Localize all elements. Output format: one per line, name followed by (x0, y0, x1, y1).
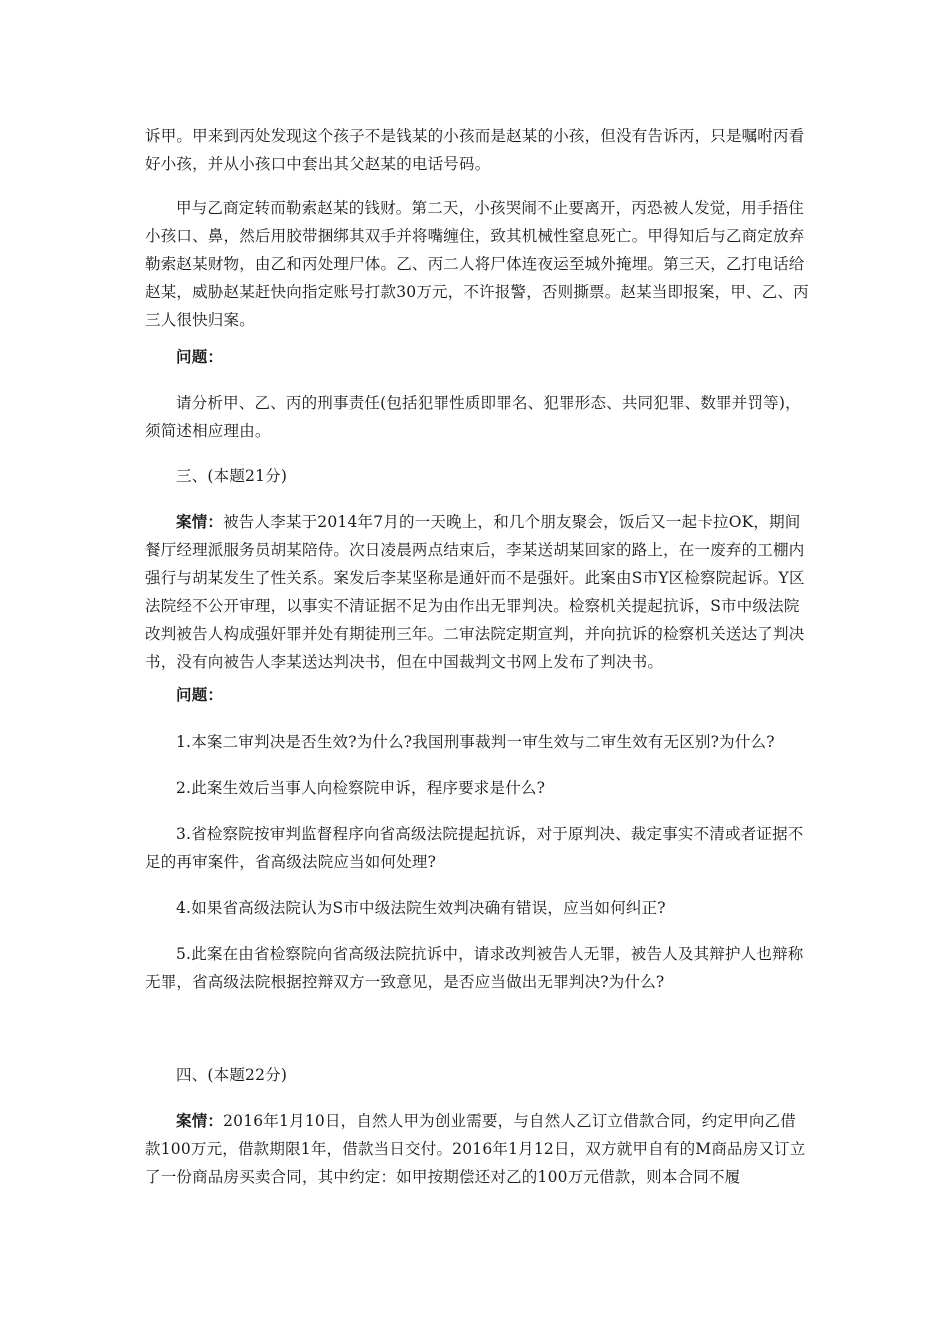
question-label (145, 681, 810, 709)
question-text: 4.如果省高级法院认为S市中级法院生效判决确有错误，应当如何纠正? (176, 899, 666, 917)
question-item-4 (145, 894, 810, 922)
question-text: 2.此案生效后当事人向检察院申诉，程序要求是什么? (176, 779, 546, 797)
question-label (145, 343, 810, 371)
question-label-text: 问题： (176, 347, 224, 366)
paragraph-text: 诉甲。甲来到丙处发现这个孩子不是钱某的小孩而是赵某的小孩，但没有告诉丙，只是嘱咐丙看好小孩，并从小孩口中套出其父赵某的电话号码。 (145, 127, 805, 173)
paragraph-case-4 (145, 1107, 810, 1191)
section-heading-text: 三、(本题21分) (176, 467, 288, 485)
paragraph-case-3 (145, 508, 810, 676)
case-label: 案情： (176, 512, 224, 531)
section-heading-3 (145, 462, 810, 490)
question-item-2 (145, 774, 810, 802)
question-text: 5.此案在由省检察院向省高级法院抗诉中，请求改判被告人无罪，被告人及其辩护人也辩称无罪，省高级法院根据控辩双方一致意见，是否应当做出无罪判决?为什么? (145, 945, 804, 991)
paragraph-text: 请分析甲、乙、丙的刑事责任(包括犯罪性质即罪名、犯罪形态、共同犯罪、数罪并罚等)，须简述相应理由。 (145, 394, 801, 440)
section-heading-4 (145, 1061, 810, 1089)
question-item-5 (145, 940, 810, 996)
question-item-1 (145, 728, 810, 756)
question-text: 3.省检察院按审判监督程序向省高级法院提起抗诉，对于原判决、裁定事实不清或者证据不足的再审案件，省高级法院应当如何处理? (145, 825, 804, 871)
question-label-text: 问题： (176, 685, 224, 704)
paragraph-case-facts (145, 194, 810, 334)
case-label: 案情： (176, 1111, 224, 1130)
paragraph-continuation (145, 122, 810, 178)
question-text: 1.本案二审判决是否生效?为什么?我国刑事裁判一审生效与二审生效有无区别?为什么? (176, 733, 775, 751)
question-item-3 (145, 820, 810, 876)
section-heading-text: 四、(本题22分) (176, 1066, 288, 1084)
paragraph-question (145, 389, 810, 445)
paragraph-text: 被告人李某于2014年7月的一天晚上，和几个朋友聚会，饭后又一起卡拉OK，期间餐厅经理派服务员胡某陪侍。次日凌晨两点结束后，李某送胡某回家的路上，在一废弃的工棚内强行与胡某发生了性关系。案发后李某坚称是通奸而不是强奸。此案由S市Y区检察院起诉。Y区法院经不公开审理，以事实不清证据不足为由作出无罪判决。检察机关提起抗诉，S市中级法院改判被告人构成强奸罪并处有期徒刑三年。二审法院定期宣判，并向抗诉的检察机关送达了判决书，没有向被告人李某送达判决书，但在中国裁判文书网上发布了判决书。 (145, 513, 805, 671)
paragraph-text: 2016年1月10日，自然人甲为创业需要，与自然人乙订立借款合同，约定甲向乙借款100万元，借款期限1年，借款当日交付。2016年1月12日，双方就甲自有的M商品房又订立了一份商品房买卖合同，其中约定：如甲按期偿还对乙的100万元借款，则本合同不履 (145, 1112, 806, 1186)
paragraph-text: 甲与乙商定转而勒索赵某的钱财。第二天，小孩哭闹不止要离开，丙恐被人发觉，用手捂住小孩口、鼻，然后用胶带捆绑其双手并将嘴缠住，致其机械性窒息死亡。甲得知后与乙商定放弃勒索赵某财物，由乙和丙处理尸体。乙、丙二人将尸体连夜运至城外掩埋。第三天，乙打电话给赵某，威胁赵某赶快向指定账号打款30万元，不许报警，否则撕票。赵某当即报案，甲、乙、丙三人很快归案。 (145, 199, 809, 329)
